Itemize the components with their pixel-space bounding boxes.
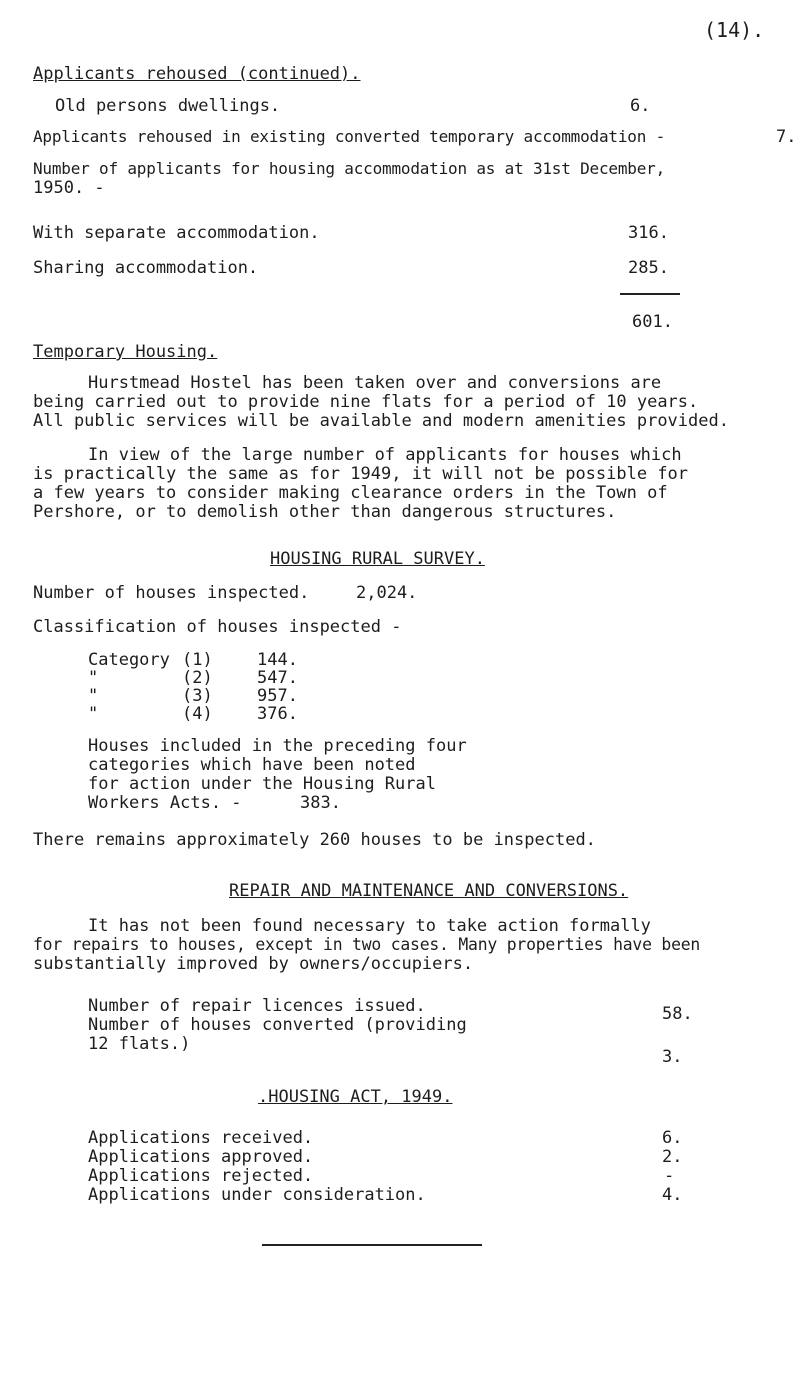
- category-num-4: (4): [182, 704, 213, 724]
- repair-para-line3: substantially improved by owners/occupiers.: [33, 954, 474, 974]
- rural-heading: HOUSING RURAL SURVEY.: [270, 549, 485, 569]
- converted-houses-value: 3.: [662, 1047, 683, 1067]
- applicants-number-line2: 1950. -: [33, 178, 105, 198]
- application-label-3: Applications rejected.: [88, 1166, 314, 1186]
- temporary-para1-line1: Hurstmead Hostel has been taken over and conversions are: [88, 373, 662, 393]
- separate-label: With separate accommodation.: [33, 223, 320, 243]
- category-label-2: ": [88, 668, 99, 688]
- category-num-2: (2): [182, 668, 213, 688]
- applicants-total: 601.: [632, 312, 673, 332]
- section-heading: Applicants rehoused (continued).: [33, 64, 361, 84]
- application-label-1: Applications received.: [88, 1128, 314, 1148]
- temporary-para2-line1: In view of the large number of applicants for houses which: [88, 445, 682, 465]
- category-label-1: Category: [88, 650, 170, 670]
- application-value-4: 4.: [662, 1185, 683, 1205]
- converted-houses-line2: 12 flats.): [88, 1034, 191, 1054]
- separate-value: 316.: [628, 223, 669, 243]
- category-value-4: 376.: [257, 704, 298, 724]
- category-label-4: ": [88, 704, 99, 724]
- application-value-3: -: [664, 1166, 675, 1186]
- sharing-value: 285.: [628, 258, 669, 278]
- category-value-2: 547.: [257, 668, 298, 688]
- licences-label: Number of repair licences issued.: [88, 996, 426, 1016]
- application-value-2: 2.: [662, 1147, 683, 1167]
- converted-value: 7.: [776, 127, 797, 147]
- category-num-3: (3): [182, 686, 213, 706]
- classification-label: Classification of houses inspected -: [33, 617, 402, 637]
- repair-para-line1: It has not been found necessary to take action formally: [88, 916, 651, 936]
- repair-para-line2: for repairs to houses, except in two cases. Many properties have been: [33, 935, 701, 954]
- temporary-para2-line2: is practically the same as for 1949, it will not be possible for: [33, 464, 689, 484]
- category-value-3: 957.: [257, 686, 298, 706]
- inspected-value: 2,024.: [356, 583, 418, 603]
- included-line1: Houses included in the preceding four: [88, 736, 467, 756]
- temporary-para2-line3: a few years to consider making clearance orders in the Town of: [33, 483, 668, 503]
- converted-label: Applicants rehoused in existing converted temporary accommodation -: [33, 127, 665, 146]
- end-rule: [262, 1244, 482, 1246]
- inspected-label: Number of houses inspected.: [33, 583, 310, 603]
- application-value-1: 6.: [662, 1128, 683, 1148]
- temporary-heading: Temporary Housing.: [33, 342, 218, 362]
- temporary-para2-line4: Pershore, or to demolish other than dangerous structures.: [33, 502, 617, 522]
- application-label-2: Applications approved.: [88, 1147, 314, 1167]
- total-rule: [620, 293, 680, 295]
- converted-houses-line1: Number of houses converted (providing: [88, 1015, 467, 1035]
- application-label-4: Applications under consideration.: [88, 1185, 426, 1205]
- temporary-para1-line2: being carried out to provide nine flats for a period of 10 years.: [33, 392, 699, 412]
- remains-text: There remains approximately 260 houses to be inspected.: [33, 830, 596, 850]
- applicants-number-line1: Number of applicants for housing accommodation as at 31st December,: [33, 159, 665, 178]
- licences-value: 58.: [662, 1004, 693, 1024]
- repair-heading: REPAIR AND MAINTENANCE AND CONVERSIONS.: [229, 881, 629, 901]
- category-value-1: 144.: [257, 650, 298, 670]
- included-line2: categories which have been noted: [88, 755, 416, 775]
- temporary-para1-line3: All public services will be available and modern amenities provided.: [33, 411, 729, 431]
- sharing-label: Sharing accommodation.: [33, 258, 259, 278]
- old-persons-value: 6.: [630, 96, 651, 116]
- included-value: 383.: [300, 793, 341, 813]
- old-persons-label: Old persons dwellings.: [55, 96, 281, 116]
- act-heading: .HOUSING ACT, 1949.: [258, 1087, 453, 1107]
- included-line3: for action under the Housing Rural: [88, 774, 436, 794]
- included-line4: Workers Acts. -: [88, 793, 242, 813]
- page-number: (14).: [704, 18, 765, 42]
- category-label-3: ": [88, 686, 99, 706]
- category-num-1: (1): [182, 650, 213, 670]
